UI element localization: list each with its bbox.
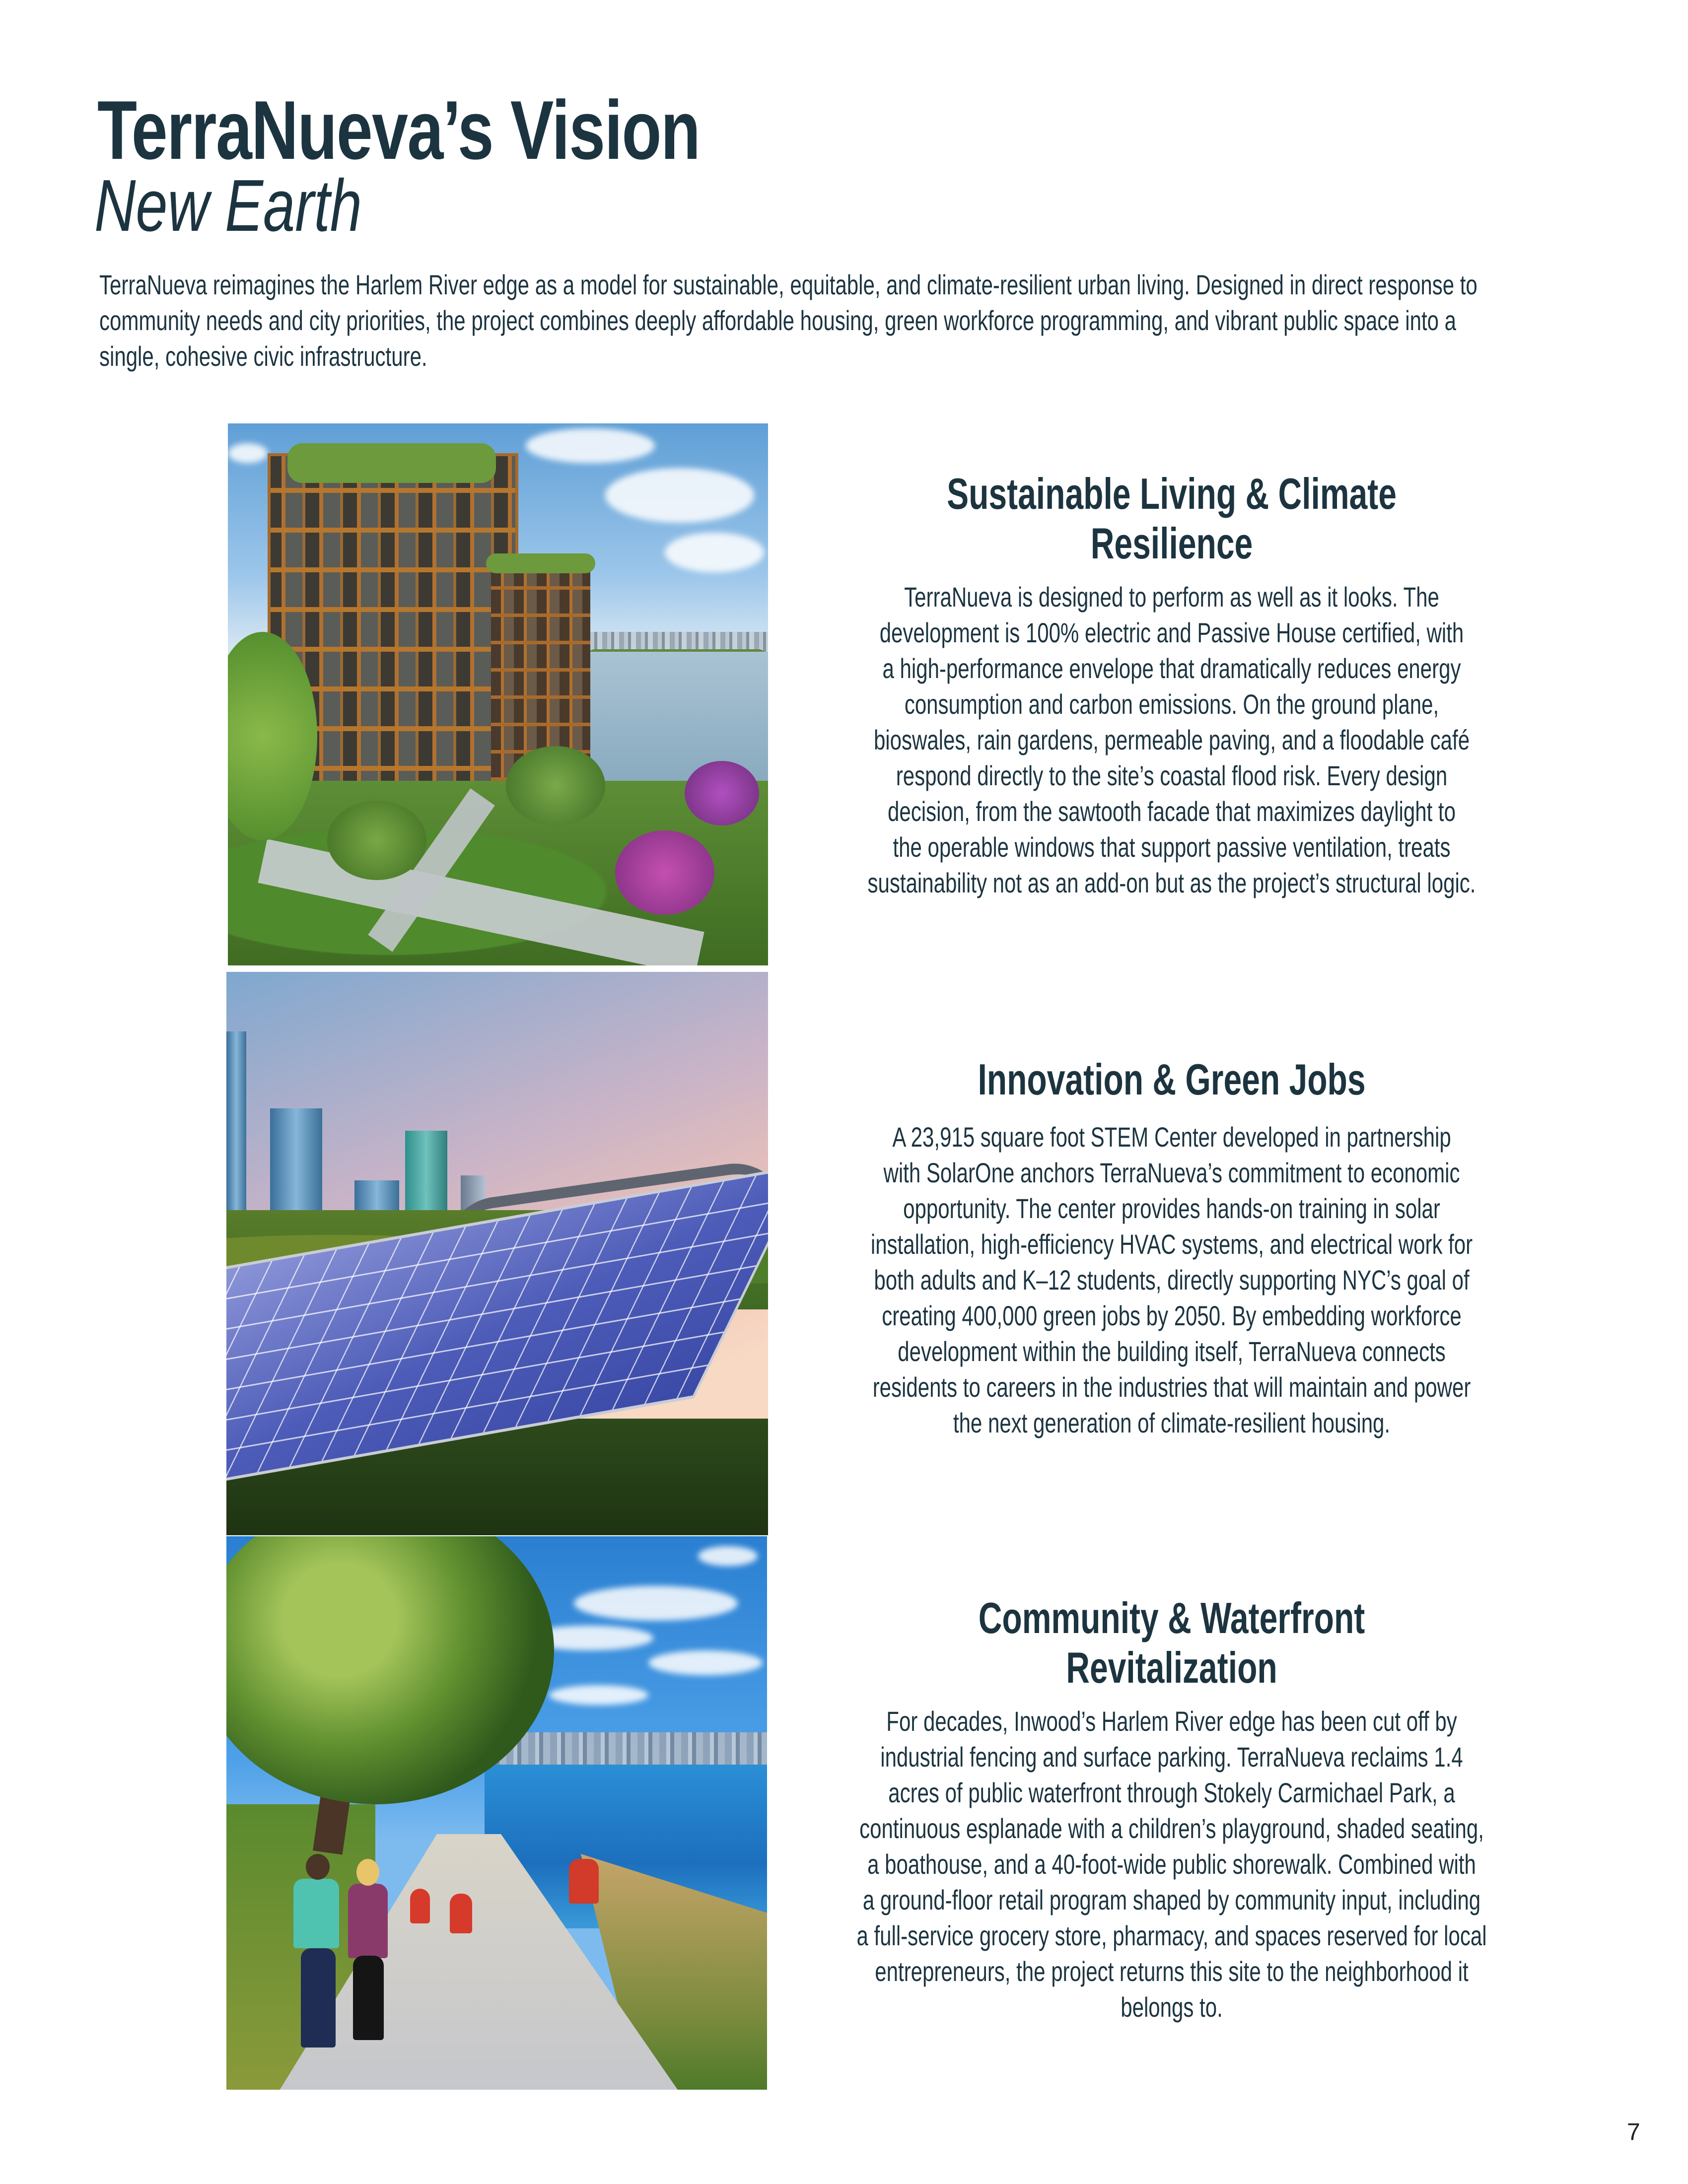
sustainable-living-image xyxy=(228,423,768,965)
section-heading: Innovation & Green Jobs xyxy=(978,1055,1366,1104)
page-number: 7 xyxy=(1627,2119,1640,2145)
section-body: TerraNueva is designed to perform as well as it looks. The development is 100% electric and Passive House certified, with a high-performance envelope that dramatically reduces energy consumption and carbon emissions. On the ground plane, bioswales, rain gardens, permeable paving, and a floodable café respond directly to the site’s coastal flood risk. Every design decision, from the sawtooth facade that maximizes daylight to the operable windows that support passive ventilation, treats sustainability not as an add-on but as the project’s structural logic. xyxy=(867,581,1476,898)
section-heading: Community & Waterfront Revitalization xyxy=(978,1593,1365,1692)
section-body: A 23,915 square foot STEM Center developed in partnership with SolarOne anchors TerraNueva’s commitment to economic opportunity. The center provides hands-on training in solar installation, high-efficiency HVAC systems, and electrical work for both adults and K–12 students, directly supporting NYC’s goal of creating 400,000 green jobs by 2050. By embedding workforce development within the building itself, TerraNueva connects residents to careers in the industries that will maintain and power the next generation of climate-resilient housing. xyxy=(870,1121,1473,1438)
section-waterfront xyxy=(804,1593,1539,2025)
section-body: For decades, Inwood’s Harlem River edge has been cut off by industrial fencing and surface parking. TerraNueva reclaims 1.4 acres of public waterfront through Stokely Carmichael Park, a continuous esplanade with a children’s playground, shaded seating, a boathouse, and a 40-foot-wide public shorewalk. Combined with a ground-floor retail program shaped by community input, including a full-service grocery store, pharmacy, and spaces reserved for local entrepreneurs, the project returns this site to the neighborhood it belongs to. xyxy=(856,1706,1487,2023)
section-green-jobs xyxy=(804,1055,1539,1441)
intro-line: single, cohesive civic infrastructure. xyxy=(99,341,427,372)
page-subtitle: New Earth xyxy=(94,165,362,247)
waterfront-revitalization-image xyxy=(226,1536,767,2090)
intro-line: TerraNueva reimagines the Harlem River edge as a model for sustainable, equitable, and climate-resilient urban living. Designed in direct response to xyxy=(99,269,1477,300)
section-sustainable-living xyxy=(804,469,1539,901)
section-heading: Sustainable Living & Climate Resilience xyxy=(947,469,1397,568)
green-jobs-solar-image xyxy=(226,972,768,1535)
intro-paragraph xyxy=(99,267,1585,374)
page-title: TerraNueva’s Vision xyxy=(97,83,700,177)
intro-line: community needs and city priorities, the project combines deeply affordable housing, green workforce programming, and vibrant public space into a xyxy=(99,305,1457,336)
